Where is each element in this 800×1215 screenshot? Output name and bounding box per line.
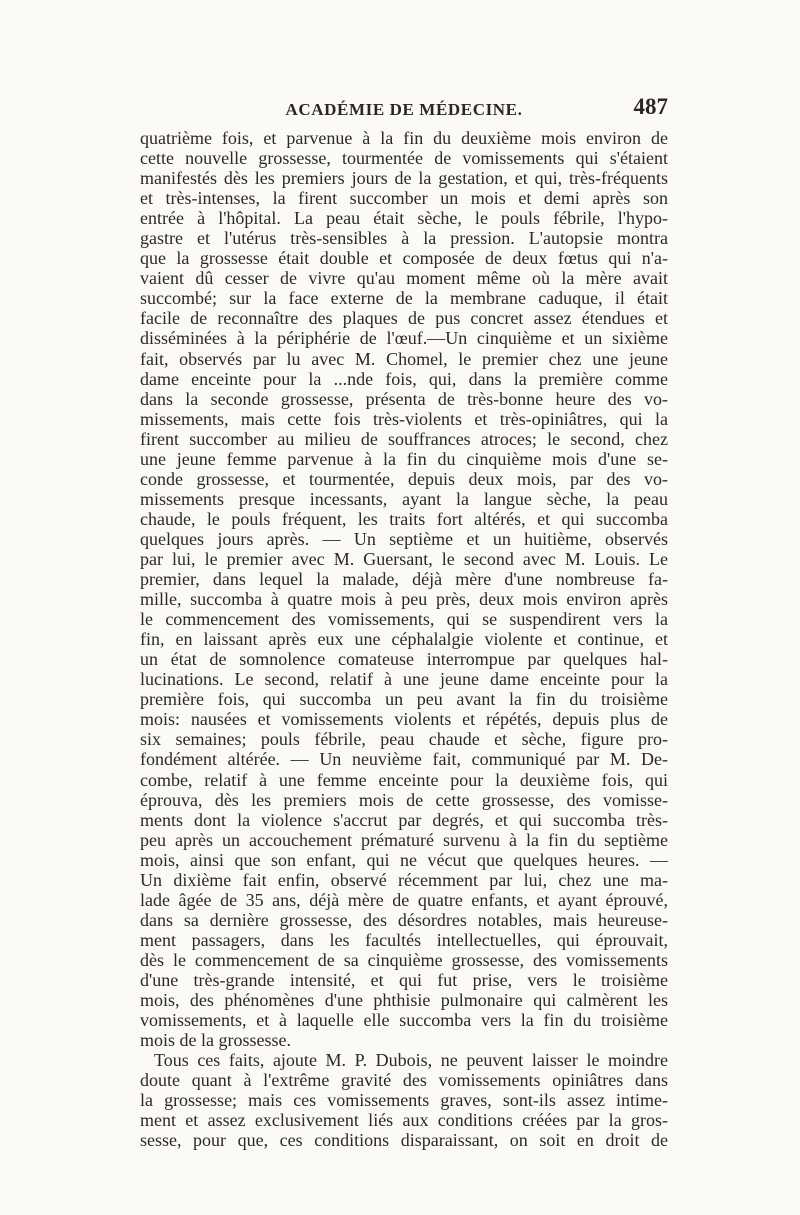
text-line: succombé; sur la face externe de la membrane caduque, il était	[140, 288, 668, 309]
text-line: la grossesse; mais ces vomissements graves, sont-ils assez intime-	[140, 1090, 668, 1111]
text-line: lucinations. Le second, relatif à une jeune dame enceinte pour la	[140, 669, 668, 690]
text-line: firent succomber au milieu de souffrances atroces; le second, chez	[140, 428, 668, 449]
text-line: Tous ces faits, ajoute M. P. Dubois, ne peuvent laisser le moindre	[154, 1050, 668, 1071]
text-line: combe, relatif à une femme enceinte pour la deuxième fois, qui	[140, 769, 668, 790]
text-line: vaient dû cesser de vivre qu'au moment même où la mère avait	[140, 268, 668, 289]
text-line: éprouva, dès les premiers mois de cette grossesse, des vomisse-	[140, 789, 668, 810]
text-line: conde grossesse, et tourmentée, depuis deux mois, par des vo-	[140, 468, 668, 489]
text-line: peu après un accouchement prématuré survenu à la fin du septième	[140, 829, 668, 850]
text-line: missements presque incessants, ayant la langue sèche, la peau	[140, 488, 668, 509]
text-line: le commencement des vomissements, qui se suspendirent vers la	[140, 609, 668, 630]
text-line: gastre et l'utérus très-sensibles à la pression. L'autopsie montra	[140, 228, 668, 249]
text-line: sesse, pour que, ces conditions disparaissant, on soit en droit de	[140, 1130, 668, 1151]
text-line: fondément altérée. — Un neuvième fait, communiqué par M. De-	[140, 749, 668, 770]
running-head	[140, 94, 668, 124]
text-line: cette nouvelle grossesse, tourmentée de vomissements qui s'étaient	[140, 148, 668, 169]
text-line: lade âgée de 35 ans, déjà mère de quatre enfants, et ayant éprouvé,	[140, 889, 668, 910]
text-line: vomissements, et à laquelle elle succomba vers la fin du troisième	[140, 1010, 668, 1031]
text-line: missements, mais cette fois très-violents et très-opiniâtres, qui la	[140, 408, 668, 429]
text-line: par lui, le premier avec M. Guersant, le second avec M. Louis. Le	[140, 548, 668, 569]
text-line: disséminées à la périphérie de l'œuf.—Un cinquième et un sixième	[140, 328, 668, 349]
text-line: ments dont la violence s'accrut par degrés, et qui succomba très-	[140, 809, 668, 830]
text-line: mois: nausées et vomissements violents et répétés, depuis plus de	[140, 709, 668, 730]
running-head-title: ACADÉMIE DE MÉDECINE.	[285, 100, 523, 119]
text-line: dans la seconde grossesse, présenta de très-bonne heure des vo-	[140, 388, 668, 409]
text-line: un état de somnolence comateuse interrompue par quelques hal-	[140, 649, 668, 670]
text-line: mois, ainsi que son enfant, qui ne vécut que quelques heures. —	[140, 849, 668, 870]
text-line: et très-intenses, la firent succomber un mois et demi après son	[140, 188, 668, 209]
text-line: dame enceinte pour la ...nde fois, qui, dans la première comme	[140, 368, 668, 389]
text-line: ment et assez exclusivement liés aux conditions créées par la gros-	[140, 1110, 668, 1131]
text-line: mois de la grossesse.	[140, 1030, 291, 1051]
text-line: fait, observés par lu avec M. Chomel, le premier chez une jeune	[140, 348, 668, 369]
text-line: mille, succomba à quatre mois à peu près, deux mois environ après	[140, 589, 668, 610]
text-line: six semaines; pouls fébrile, peau chaude et sèche, figure pro-	[140, 729, 668, 750]
text-line: d'une très-grande intensité, et qui fut prise, vers le troisième	[140, 969, 668, 990]
text-line: première fois, qui succomba un peu avant la fin du troisième	[140, 689, 668, 710]
text-line: manifestés dès les premiers jours de la gestation, et qui, très-fréquents	[140, 168, 668, 189]
text-line: que la grossesse était double et composée de deux fœtus qui n'a-	[140, 248, 668, 269]
text-line: fin, en laissant après eux une céphalalgie violente et continue, et	[140, 629, 668, 650]
text-line: quatrième fois, et parvenue à la fin du deuxième mois environ de	[140, 128, 668, 148]
text-line: doute quant à l'extrême gravité des vomissements opiniâtres dans	[140, 1070, 668, 1091]
text-line: quelques jours après. — Un septième et un huitième, observés	[140, 528, 668, 549]
body-text	[140, 128, 668, 1150]
text-line: mois, des phénomènes d'une phthisie pulmonaire qui calmèrent les	[140, 990, 668, 1011]
text-line: une jeune femme parvenue à la fin du cinquième mois d'une se-	[140, 448, 668, 469]
text-line: facile de reconnaître des plaques de pus concret assez étendues et	[140, 308, 668, 329]
text-line: chaude, le pouls fréquent, les traits fort altérés, et qui succomba	[140, 508, 668, 529]
page-number: 487	[633, 94, 668, 119]
text-line: ment passagers, dans les facultés intellectuelles, qui éprouvait,	[140, 929, 668, 950]
text-line: Un dixième fait enfin, observé récemment par lui, chez une ma-	[140, 869, 668, 890]
text-line: entrée à l'hôpital. La peau était sèche, le pouls fébrile, l'hypo-	[140, 208, 668, 229]
text-line: dès le commencement de sa cinquième grossesse, des vomissements	[140, 949, 668, 970]
text-line: dans sa dernière grossesse, des désordres notables, mais heureuse-	[140, 909, 668, 930]
text-line: premier, dans lequel la malade, déjà mère d'une nombreuse fa-	[140, 569, 668, 590]
